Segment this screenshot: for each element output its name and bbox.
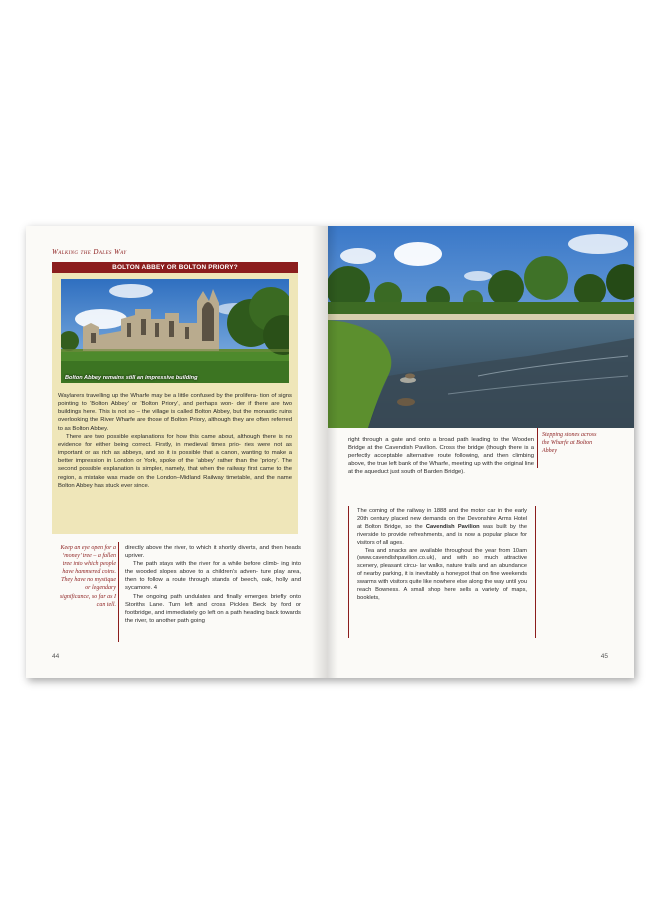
info-box-text — [357, 508, 527, 603]
gutter-shadow — [328, 226, 338, 678]
info-paragraph: Tea and snacks are available throughout the year from 10am (www.cavendishpavilion.co.uk), and with so much attractive scenery, pleasant circu- lar walks, nature trails and an abundance of nearby parking, it is inevitably a honeypot that on fine weekends swarms with visitors quite like nowhere else along the way until you reach Bowness. A small shop here sells a variety of maps, booklets, — [357, 547, 527, 601]
sidenote-rule — [537, 428, 538, 468]
cavendish-pavilion-box — [348, 506, 536, 638]
abbey-ruins-image — [61, 279, 289, 383]
abbey-photo — [61, 279, 289, 383]
sidenote-rule — [118, 542, 119, 642]
photo-caption-stepping-stones: Stepping stones across the Wharfe at Bolton Abbey — [542, 432, 597, 455]
body-paragraph: The path stays with the river for a while before climb- ing into the wooded slopes above to a children’s adven- ture play area, then to follow a route through stands of beech, oak, holly and sycamore. 4 — [125, 561, 301, 592]
left-page — [26, 226, 328, 678]
page-number-right: 45 — [600, 653, 608, 660]
boxout-title: BOLTON ABBEY OR BOLTON PRIORY? — [52, 262, 298, 273]
gutter-shadow — [312, 226, 328, 678]
page-number-left: 44 — [52, 653, 60, 660]
info-text: was built by the riverside to provide refreshments, and is now a popular place for visitors of all ages. — [357, 523, 527, 546]
boxout-panel — [52, 262, 298, 534]
info-paragraph — [357, 508, 527, 548]
body-text-right-top — [348, 436, 534, 476]
body-text-left — [125, 544, 301, 625]
boxout-paragraph: There are two possible explanations for how this came about, although there is no evidence for either being correct. Firstly, in medieval times prio- ries were not as important or as rich as abbeys, and so it is possible that a canon, wanting to make a better impression in London or York, spoke of the ‘abbey’ rather than the ‘priory’. The second possible explanation is simpler, namely, that when the railway first came to the region, a mistake was made on the London–Midland Railway timetable, and the name Bolton Abbey has stuck ever since. — [58, 433, 292, 489]
boxout-text — [58, 392, 292, 490]
running-head: Walking the Dales Way — [52, 248, 127, 256]
river-photo — [328, 226, 634, 428]
right-page — [328, 226, 634, 678]
info-text: The coming of the railway in 1888 and the motor car in the early 20th century placed new demands on the Devonshire Arms Hotel at Bolton Bridge, so the — [357, 508, 527, 530]
body-paragraph: The ongoing path undulates and finally emerges briefly onto Storiths Lane. Turn left and cross Pickles Beck by ford or footbridge, and immediately go left on a path heading back towards the river, to another path going — [125, 593, 301, 624]
sidenote-money-tree: Keep an eye open for a ‘money’ tree – a fallen tree into which people have hammered coins. They have no mystique or legendary significance, so far as I can tell. — [59, 545, 116, 608]
boxout-paragraph: Waylarers travelling up the Wharfe may be a little confused by the prolifera- tion of signs pointing to ‘Bolton Abbey’ or ‘Bolton Priory’, and perhaps won- der if there are two buildings here. This is not so – the village is called Bolton Abbey, but the monastic ruins overlooking the River Wharfe are those of Bolton Priory, although they are often referred to as Bolton Abbey. — [58, 393, 292, 432]
info-bold-term: Cavendish Pavilion — [425, 523, 480, 530]
body-paragraph: directly above the river, to which it shortly diverts, and then heads upriver. — [125, 545, 301, 560]
body-paragraph: right through a gate and onto a broad path leading to the Wooden Bridge at the Cavendish Pavilion. Cross the bridge (though there is a perfectly acceptable alternative route following, and then climbing above, the true left bank of the Wharfe, meeting up with the original line at the aqueduct just south of Barden Bridge). — [348, 437, 534, 476]
book-spread — [26, 226, 634, 678]
stepping-stones-image — [328, 226, 634, 428]
photo-caption: Bolton Abbey remains still an impressive building — [65, 375, 198, 381]
